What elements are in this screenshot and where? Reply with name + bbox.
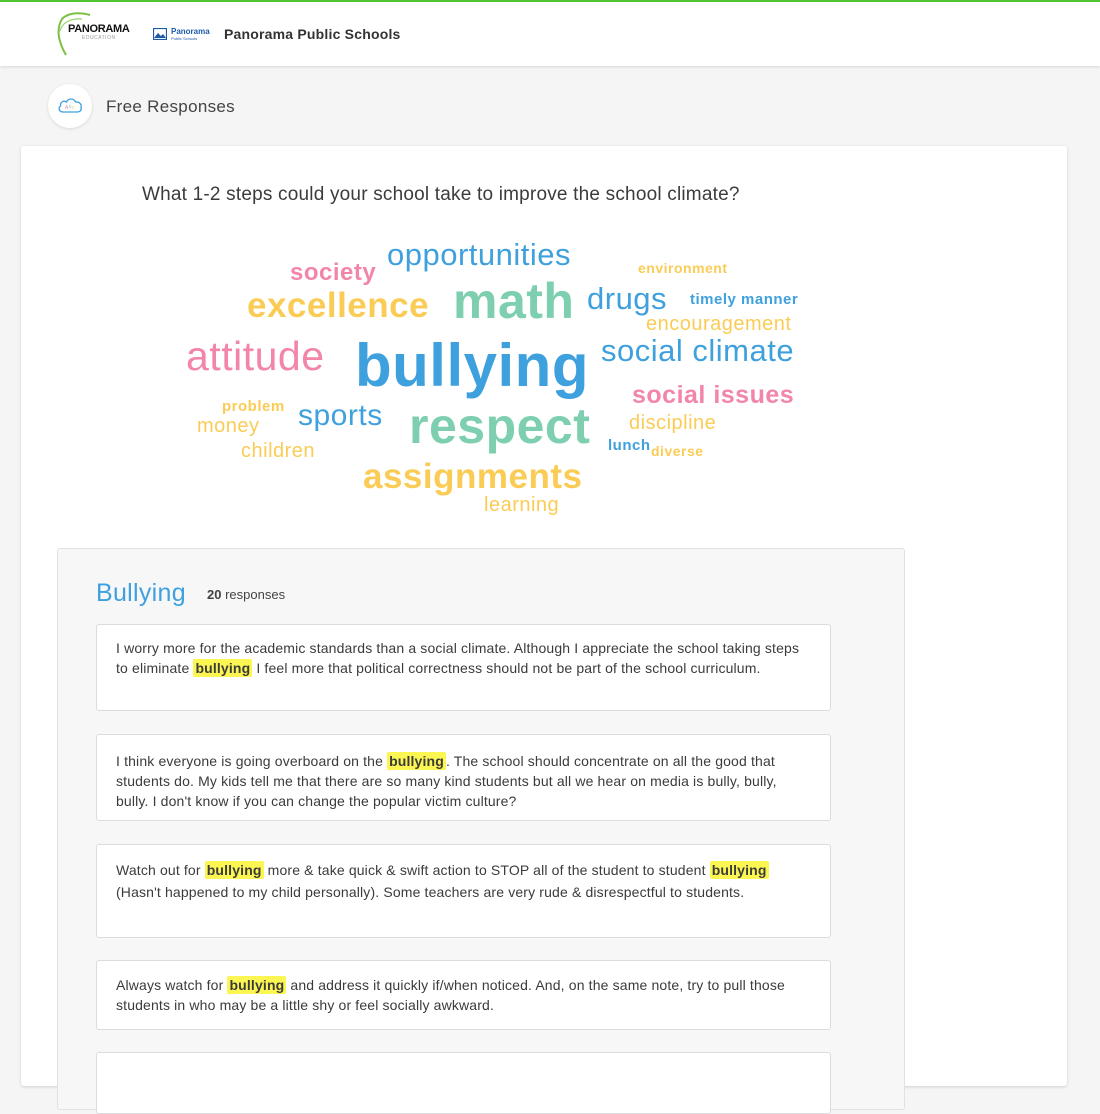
response-text	[116, 975, 812, 1015]
badge-title: Panorama	[171, 27, 210, 36]
word-cloud-icon	[57, 96, 83, 114]
topic-response-count	[207, 587, 285, 602]
response-count-number: 20	[207, 587, 222, 602]
response-text-part: I worry more for the academic standards than a social climate. Although I appreciate the school taking steps to eliminate	[116, 640, 800, 676]
logo-subtext: EDUCATION	[82, 35, 116, 41]
cloud-word-diverse[interactable]: diverse	[651, 443, 704, 459]
cloud-word-environment[interactable]: environment	[638, 260, 728, 276]
section-icon-circle	[48, 84, 92, 128]
response-count-label: responses	[225, 587, 286, 602]
response-text-part: and address it quickly if/when noticed. And, on the same note, try to pull those students in who may be a little shy or feel socially awkward.	[116, 977, 785, 1013]
response-text	[116, 751, 812, 811]
cloud-word-math[interactable]: math	[453, 273, 575, 329]
svg-text:c: c	[72, 105, 75, 111]
top-navigation-bar	[0, 0, 1100, 66]
cloud-word-timely-manner[interactable]: timely manner	[690, 291, 799, 308]
response-text-part: I think everyone is going overboard on the	[116, 753, 388, 769]
logo-wordmark: PANORAMA	[68, 23, 130, 35]
response-card	[96, 734, 831, 821]
svg-text:A: A	[65, 105, 69, 111]
cloud-word-sports[interactable]: sports	[298, 399, 383, 432]
response-card	[96, 624, 831, 711]
response-text-part: more & take quick & swift action to STOP all of the student to student	[263, 862, 710, 878]
response-card	[96, 1052, 831, 1114]
free-response-card	[21, 146, 1067, 1086]
response-text-part: (Hasn't happened to my child personally). Some teachers are very rude & disrespectful to students.	[116, 884, 745, 900]
cloud-word-problem[interactable]: problem	[222, 398, 285, 415]
cloud-word-drugs[interactable]: drugs	[587, 281, 668, 316]
highlighted-term: bullying	[229, 977, 285, 993]
badge-subtitle: Public Schools	[171, 36, 198, 41]
response-text	[116, 859, 812, 903]
highlighted-term: bullying	[195, 660, 251, 676]
cloud-word-money[interactable]: money	[197, 415, 260, 437]
cloud-word-social-climate[interactable]: social climate	[601, 333, 795, 368]
highlighted-term: bullying	[206, 862, 262, 878]
svg-text:b: b	[69, 104, 72, 109]
section-title: Free Responses	[106, 97, 235, 116]
cloud-word-learning[interactable]: learning	[484, 494, 560, 516]
cloud-word-lunch[interactable]: lunch	[608, 437, 651, 454]
highlighted-term: bullying	[711, 862, 767, 878]
cloud-word-bullying[interactable]: bullying	[355, 332, 589, 399]
cloud-word-social-issues[interactable]: social issues	[632, 381, 795, 409]
cloud-word-assignments[interactable]: assignments	[363, 457, 583, 496]
cloud-word-encouragement[interactable]: encouragement	[646, 313, 792, 335]
cloud-word-attitude[interactable]: attitude	[186, 333, 325, 379]
response-text-part: I feel more that political correctness should not be part of the school curriculum.	[252, 660, 761, 676]
panorama-logo[interactable]	[52, 11, 136, 57]
cloud-word-society[interactable]: society	[290, 259, 377, 286]
response-text	[116, 638, 812, 678]
cloud-word-discipline[interactable]: discipline	[629, 412, 717, 434]
question-text: What 1-2 steps could your school take to improve the school climate?	[142, 184, 740, 205]
cloud-word-opportunities[interactable]: opportunities	[387, 237, 572, 272]
word-cloud	[21, 146, 1067, 546]
image-icon	[153, 28, 167, 40]
response-text-part: . The school should concentrate on all the good that students do. My kids tell me that there are so many kind students but all we hear on media is bully, bully, bully. I don't know if you can change the popular victim culture?	[116, 753, 777, 809]
response-text-part: Always watch for	[116, 977, 228, 993]
response-card	[96, 844, 831, 938]
district-name[interactable]: Panorama Public Schools	[224, 26, 401, 42]
topic-title: Bullying	[96, 579, 186, 607]
topic-panel	[57, 548, 905, 1110]
response-text-part: Watch out for	[116, 862, 205, 878]
response-card	[96, 960, 831, 1030]
cloud-word-children[interactable]: children	[241, 440, 316, 462]
cloud-word-respect[interactable]: respect	[409, 398, 591, 454]
highlighted-term: bullying	[389, 753, 444, 769]
cloud-word-excellence[interactable]: excellence	[247, 286, 430, 325]
